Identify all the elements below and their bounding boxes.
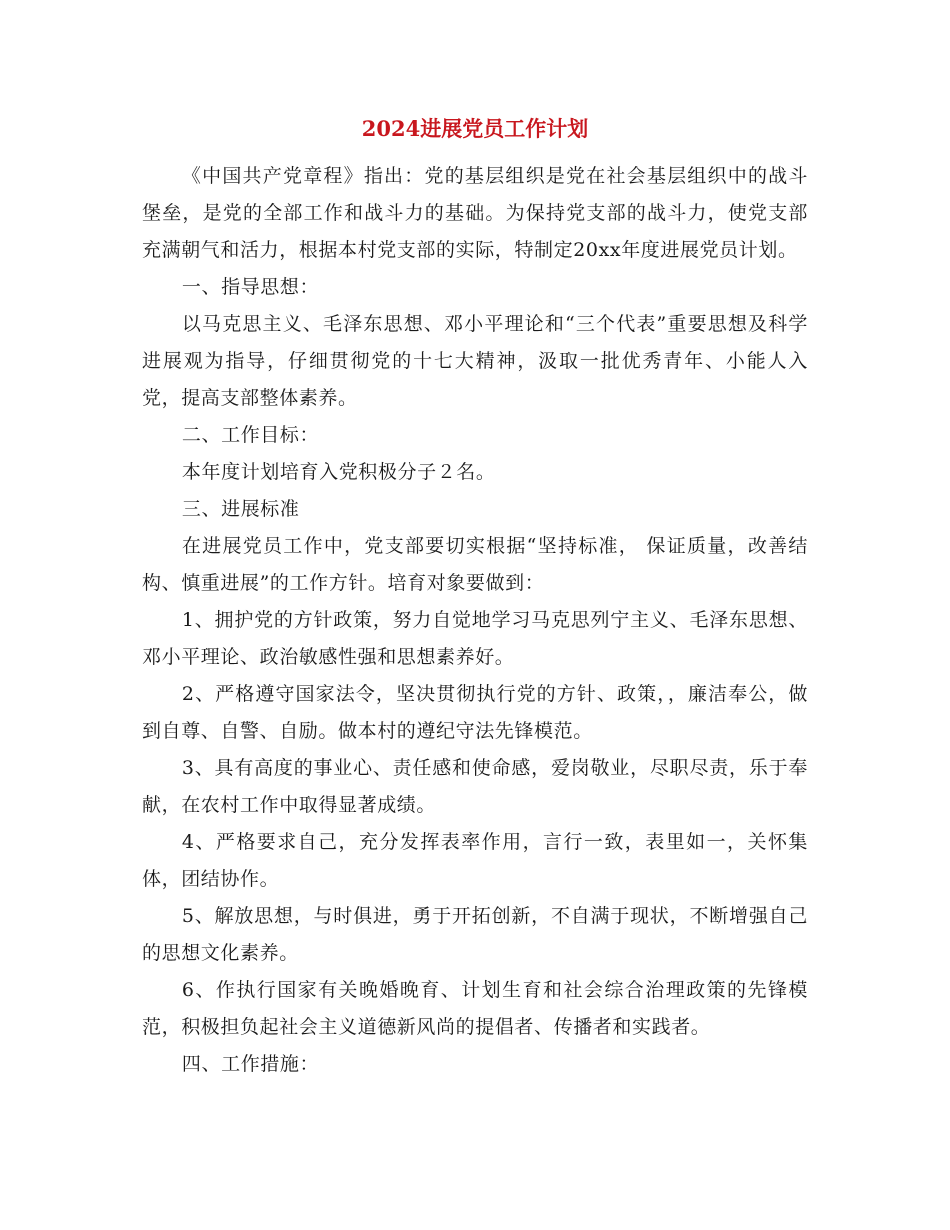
heading-work-goal: 二、工作目标：: [181, 424, 320, 446]
list-item-standard-1: 1、拥护党的方针政策，努力自觉地学习马克思列宁主义、毛泽东思想、邓小平理论、政治敏感性强和思想素养好。: [142, 609, 808, 668]
list-item-standard-3: 3、具有高度的事业心、责任感和使命感，爱岗敬业，尽职尽责，乐于奉献，在农村工作中取得显著成绩。: [142, 757, 808, 816]
paragraph-standards-intro: 在进展党员工作中，党支部要切实根据“坚持标准， 保证质量，改善结构、慎重进展”的工作方针。培育对象要做到：: [142, 535, 808, 594]
paragraph-intro: 《中国共产党章程》指出：党的基层组织是党在社会基层组织中的战斗堡垒，是党的全部工作和战斗力的基础。为保持党支部的战斗力，使党支部充满朝气和活力，根据本村党支部的实际，特制定20xx年度进展党员计划。: [142, 165, 808, 261]
paragraph-guiding-ideology: 以马克思主义、毛泽东思想、邓小平理论和“三个代表”重要思想及科学进展观为指导，仔细贯彻党的十七大精神，汲取一批优秀青年、小能人入党，提高支部整体素养。: [142, 313, 808, 409]
paragraph-work-goal: 本年度计划培育入党积极分子２名。: [181, 461, 496, 483]
document-body: [142, 158, 808, 1083]
list-item-standard-5: 5、解放思想，与时俱进，勇于开拓创新，不自满于现状，不断增强自己的思想文化素养。: [142, 905, 808, 964]
list-item-standard-4: 4、严格要求自己，充分发挥表率作用，言行一致，表里如一，关怀集体，团结协作。: [142, 831, 808, 890]
list-item-standard-6: 6、作执行国家有关晚婚晚育、计划生育和社会综合治理政策的先锋模范，积极担负起社会主义道德新风尚的提倡者、传播者和实践者。: [142, 979, 808, 1038]
heading-work-measures: 四、工作措施：: [181, 1053, 320, 1075]
document-title: 2024进展党员工作计划: [361, 116, 589, 141]
heading-standards: 三、进展标准: [181, 498, 300, 520]
heading-guiding-ideology: 一、指导思想：: [181, 276, 320, 298]
list-item-standard-2: 2、严格遵守国家法令，坚决贯彻执行党的方针、政策，，廉洁奉公，做到自尊、自警、自励。做本村的遵纪守法先锋模范。: [142, 683, 808, 742]
